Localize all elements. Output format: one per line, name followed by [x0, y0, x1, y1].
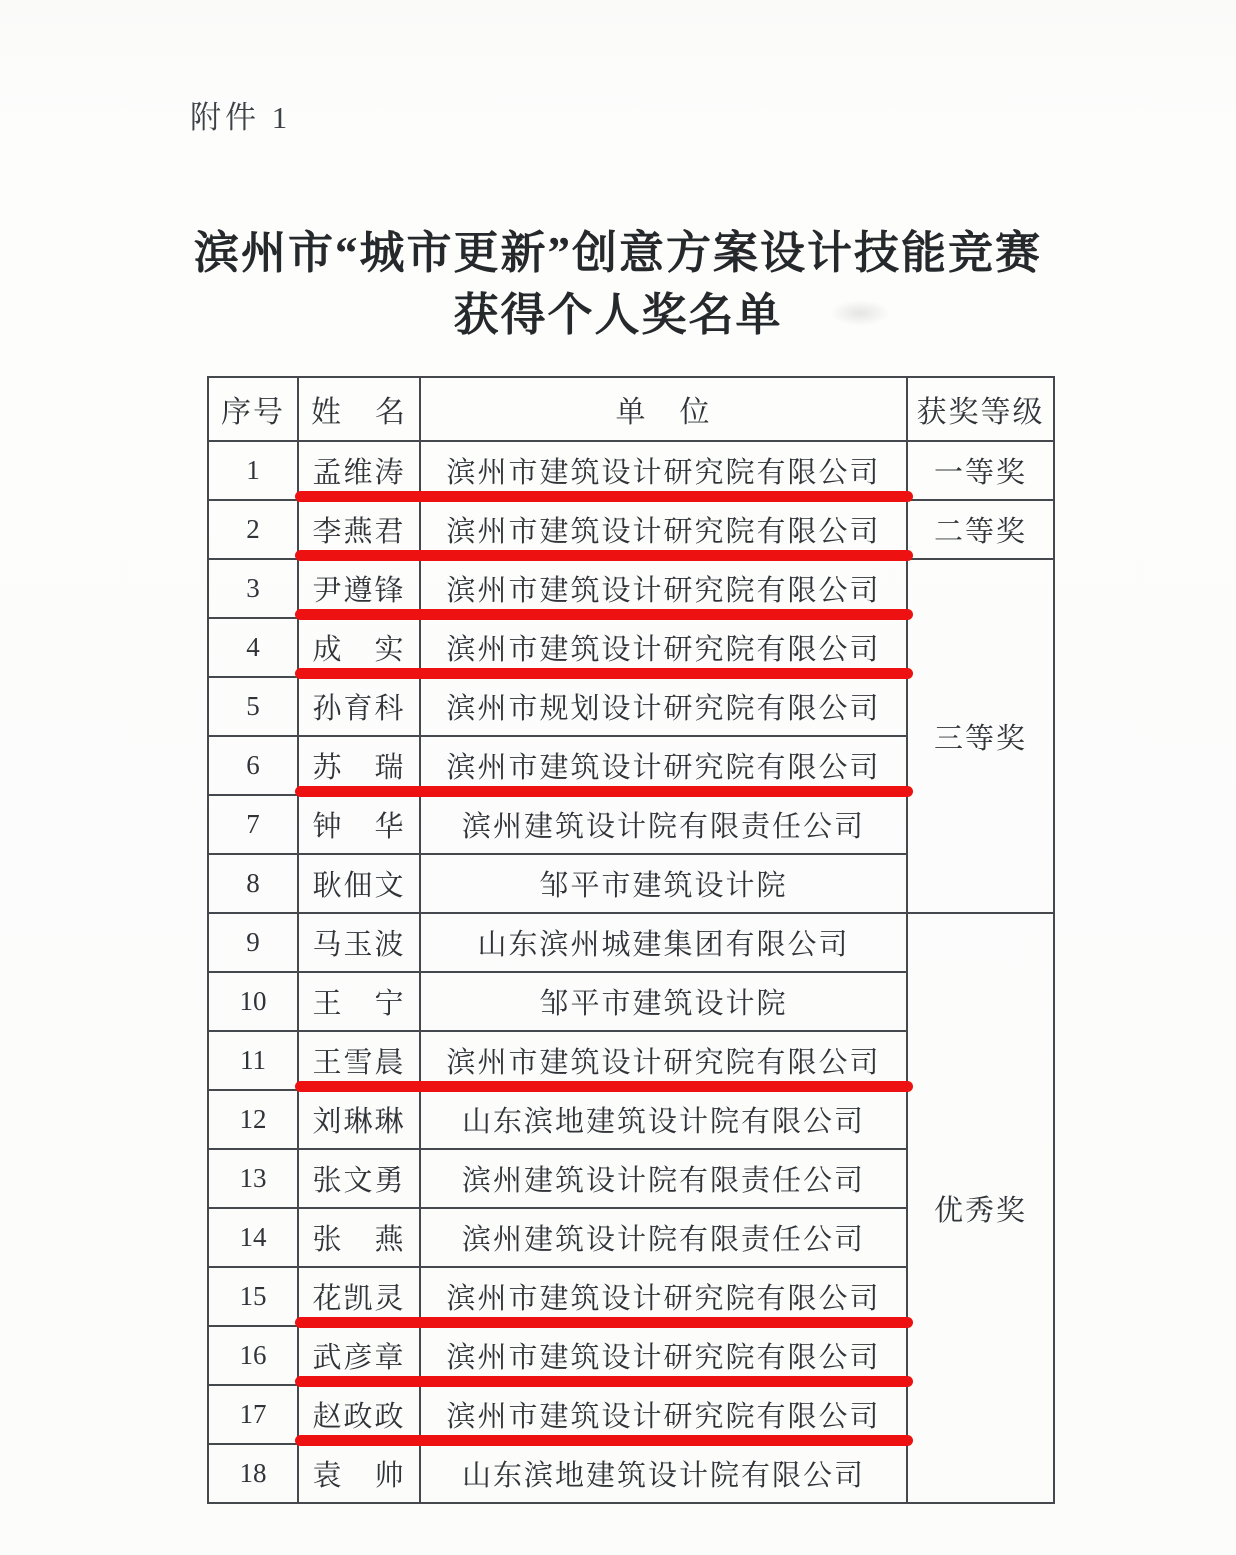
header-no: 序号 — [208, 377, 298, 441]
winner-name: 花凯灵 — [298, 1267, 420, 1326]
winner-name: 成 实 — [298, 618, 420, 677]
winner-name: 赵政政 — [298, 1385, 420, 1444]
winner-name: 王雪晨 — [298, 1031, 420, 1090]
award-table — [207, 376, 1055, 1504]
document-title-line1: 滨州市“城市更新”创意方案设计技能竞赛 — [193, 228, 1042, 278]
winner-name: 王 宁 — [298, 972, 420, 1031]
row-number: 14 — [208, 1208, 298, 1267]
winner-company: 山东滨地建筑设计院有限公司 — [420, 1090, 907, 1149]
row-number: 18 — [208, 1444, 298, 1503]
winner-company: 滨州市建筑设计研究院有限公司 — [420, 618, 907, 677]
document-title-line2: 获得个人奖名单 — [453, 290, 783, 340]
table-row — [208, 913, 1054, 972]
header-name: 姓 名 — [298, 377, 420, 441]
winner-company: 滨州市建筑设计研究院有限公司 — [420, 500, 907, 559]
row-number: 8 — [208, 854, 298, 913]
row-number: 12 — [208, 1090, 298, 1149]
winner-name: 孙育科 — [298, 677, 420, 736]
header-award: 获奖等级 — [907, 377, 1054, 441]
winner-company: 邹平市建筑设计院 — [420, 972, 907, 1031]
winner-company: 滨州市建筑设计研究院有限公司 — [420, 736, 907, 795]
winner-company: 滨州建筑设计院有限责任公司 — [420, 1149, 907, 1208]
row-number: 1 — [208, 441, 298, 500]
winner-company: 滨州建筑设计院有限责任公司 — [420, 1208, 907, 1267]
scan-artifact — [830, 300, 890, 326]
award-level: 优秀奖 — [907, 913, 1054, 1503]
row-number: 2 — [208, 500, 298, 559]
winner-company: 滨州市建筑设计研究院有限公司 — [420, 1385, 907, 1444]
row-number: 11 — [208, 1031, 298, 1090]
winner-name: 马玉波 — [298, 913, 420, 972]
winner-company: 邹平市建筑设计院 — [420, 854, 907, 913]
winner-company: 滨州市建筑设计研究院有限公司 — [420, 1267, 907, 1326]
row-number: 3 — [208, 559, 298, 618]
row-number: 15 — [208, 1267, 298, 1326]
table-row — [208, 500, 1054, 559]
award-level: 一等奖 — [907, 441, 1054, 500]
winner-company: 山东滨州城建集团有限公司 — [420, 913, 907, 972]
row-number: 7 — [208, 795, 298, 854]
row-number: 10 — [208, 972, 298, 1031]
winner-company: 滨州市建筑设计研究院有限公司 — [420, 1326, 907, 1385]
header-company: 单 位 — [420, 377, 907, 441]
row-number: 17 — [208, 1385, 298, 1444]
winner-name: 袁 帅 — [298, 1444, 420, 1503]
winner-company: 滨州市建筑设计研究院有限公司 — [420, 441, 907, 500]
table-row — [208, 441, 1054, 500]
winner-company: 滨州市规划设计研究院有限公司 — [420, 677, 907, 736]
winner-name: 尹遵锋 — [298, 559, 420, 618]
winner-name: 孟维涛 — [298, 441, 420, 500]
row-number: 5 — [208, 677, 298, 736]
attachment-label: 附件 1 — [190, 100, 292, 135]
winner-name: 耿佃文 — [298, 854, 420, 913]
row-number: 9 — [208, 913, 298, 972]
winner-name: 钟 华 — [298, 795, 420, 854]
winner-company: 滨州市建筑设计研究院有限公司 — [420, 559, 907, 618]
row-number: 4 — [208, 618, 298, 677]
winner-name: 李燕君 — [298, 500, 420, 559]
winner-name: 张文勇 — [298, 1149, 420, 1208]
winner-company: 山东滨地建筑设计院有限公司 — [420, 1444, 907, 1503]
document-title — [0, 222, 1236, 346]
table-header-row — [208, 377, 1054, 441]
winner-name: 张 燕 — [298, 1208, 420, 1267]
winner-name: 刘琳琳 — [298, 1090, 420, 1149]
winner-name: 武彦章 — [298, 1326, 420, 1385]
row-number: 16 — [208, 1326, 298, 1385]
award-level: 三等奖 — [907, 559, 1054, 913]
winner-company: 滨州建筑设计院有限责任公司 — [420, 795, 907, 854]
row-number: 13 — [208, 1149, 298, 1208]
winner-company: 滨州市建筑设计研究院有限公司 — [420, 1031, 907, 1090]
award-level: 二等奖 — [907, 500, 1054, 559]
table-row — [208, 559, 1054, 618]
award-table-container — [207, 376, 1053, 1504]
winner-name: 苏 瑞 — [298, 736, 420, 795]
row-number: 6 — [208, 736, 298, 795]
